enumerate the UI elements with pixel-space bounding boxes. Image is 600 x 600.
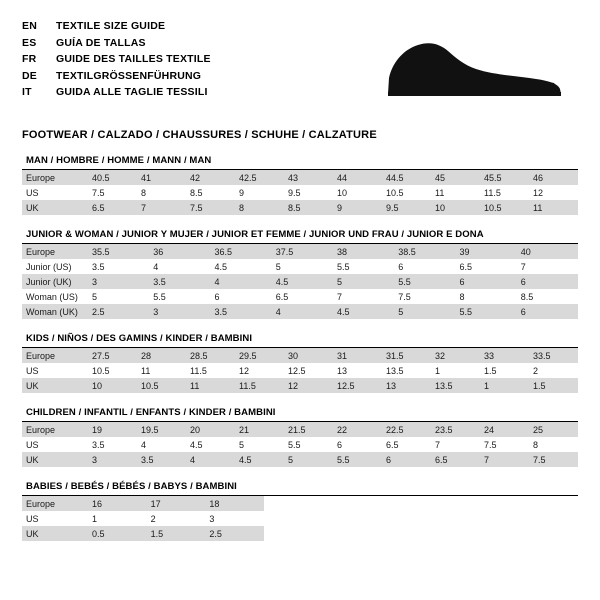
table-row bbox=[22, 496, 264, 511]
table-row bbox=[22, 526, 264, 541]
row-label: Woman (US) bbox=[26, 291, 78, 302]
group-title: MAN / HOMBRE / HOMME / MANN / MAN bbox=[22, 155, 578, 170]
cell: 43 bbox=[284, 170, 333, 185]
dress-shoe-icon bbox=[378, 34, 568, 104]
cell: 38.5 bbox=[394, 244, 455, 259]
size-group-children bbox=[22, 407, 578, 467]
cell: 17 bbox=[147, 496, 206, 511]
cell: 12.5 bbox=[333, 378, 382, 393]
group-title: KIDS / NIÑOS / DES GAMINS / KINDER / BAMBINI bbox=[22, 333, 578, 348]
cell: 7 bbox=[137, 200, 186, 215]
cell: 12.5 bbox=[288, 365, 306, 376]
cell: 6 bbox=[337, 439, 343, 450]
cell: 7 bbox=[337, 291, 343, 302]
cell: 9.5 bbox=[288, 187, 301, 198]
cell: 19.5 bbox=[137, 422, 186, 437]
size-group-man bbox=[22, 155, 578, 215]
cell: 44.5 bbox=[382, 170, 431, 185]
table-row bbox=[22, 289, 578, 304]
cell: 6.5 bbox=[275, 291, 289, 302]
language-row bbox=[22, 68, 211, 85]
table-row bbox=[22, 378, 578, 393]
size-table-kids bbox=[22, 348, 578, 393]
language-title: TEXTILE SIZE GUIDE bbox=[56, 20, 166, 32]
cell: 33.5 bbox=[529, 348, 578, 363]
cell: 3.5 bbox=[137, 452, 186, 467]
cell: 10 bbox=[88, 378, 137, 393]
cell: 46 bbox=[529, 170, 578, 185]
cell: 31.5 bbox=[382, 348, 431, 363]
cell: 4.5 bbox=[190, 439, 203, 450]
cell: 42.5 bbox=[235, 170, 284, 185]
cell: 2 bbox=[533, 365, 539, 376]
size-table-man bbox=[22, 170, 578, 215]
cell: 0.5 bbox=[88, 526, 147, 541]
cell: 5 bbox=[284, 452, 333, 467]
cell: 40.5 bbox=[88, 170, 137, 185]
cell: 5 bbox=[239, 439, 245, 450]
cell: 9 bbox=[333, 200, 382, 215]
row-label: US bbox=[26, 439, 39, 450]
size-table-body bbox=[22, 170, 578, 215]
row-label: UK bbox=[22, 526, 88, 541]
row-label: Europe bbox=[22, 348, 88, 363]
row-label: Junior (UK) bbox=[22, 274, 88, 289]
cell: 6 bbox=[214, 291, 220, 302]
cell: 6 bbox=[517, 274, 578, 289]
language-row bbox=[22, 35, 211, 52]
cell: 1 bbox=[92, 513, 98, 524]
language-title: GUIDA ALLE TAGLIE TESSILI bbox=[56, 86, 208, 98]
cell: 4.5 bbox=[214, 261, 228, 272]
cell: 1.5 bbox=[147, 526, 206, 541]
cell: 11.5 bbox=[190, 365, 207, 376]
cell: 25 bbox=[529, 422, 578, 437]
cell: 9.5 bbox=[382, 200, 431, 215]
cell: 5.5 bbox=[456, 304, 517, 319]
cell: 37.5 bbox=[272, 244, 333, 259]
language-title-list-body bbox=[22, 18, 211, 101]
cell: 2 bbox=[150, 513, 156, 524]
cell: 4.5 bbox=[333, 304, 394, 319]
size-table-junior-woman bbox=[22, 244, 578, 319]
cell: 6.5 bbox=[386, 439, 399, 450]
language-title: TEXTILGRÖSSENFÜHRUNG bbox=[56, 69, 202, 82]
cell: 3 bbox=[209, 513, 215, 524]
cell: 6.5 bbox=[88, 200, 137, 215]
cell: 40 bbox=[517, 244, 578, 259]
cell: 8 bbox=[533, 439, 539, 450]
cell: 11 bbox=[435, 187, 445, 198]
size-table-body bbox=[22, 496, 264, 541]
language-title: GUIDE DES TAILLES TEXTILE bbox=[56, 53, 211, 65]
cell: 18 bbox=[205, 496, 264, 511]
cell: 33 bbox=[480, 348, 529, 363]
table-row bbox=[22, 274, 578, 289]
cell: 7.5 bbox=[186, 200, 235, 215]
footwear-section-title: FOOTWEAR / CALZADO / CHAUSSURES / SCHUHE / CALZATURE bbox=[22, 129, 377, 141]
language-code: DE bbox=[22, 69, 37, 82]
cell: 10 bbox=[431, 200, 480, 215]
cell: 38 bbox=[333, 244, 394, 259]
cell: 10.5 bbox=[137, 378, 186, 393]
row-label: Europe bbox=[22, 422, 88, 437]
row-label: Europe bbox=[22, 244, 88, 259]
cell: 4 bbox=[141, 439, 147, 450]
cell: 6 bbox=[398, 261, 404, 272]
cell: 6 bbox=[382, 452, 431, 467]
cell: 3 bbox=[88, 274, 149, 289]
row-label: Europe bbox=[22, 170, 88, 185]
cell: 10 bbox=[337, 187, 348, 198]
cell: 4.5 bbox=[235, 452, 284, 467]
size-table-children bbox=[22, 422, 578, 467]
cell: 28.5 bbox=[186, 348, 235, 363]
cell: 11 bbox=[141, 365, 151, 376]
table-row bbox=[22, 200, 578, 215]
cell: 5 bbox=[333, 274, 394, 289]
document-header bbox=[22, 18, 578, 114]
cell: 3.5 bbox=[92, 439, 105, 450]
cell: 8 bbox=[141, 187, 147, 198]
cell: 6 bbox=[456, 274, 517, 289]
cell: 31 bbox=[333, 348, 382, 363]
cell: 30 bbox=[284, 348, 333, 363]
size-table-babies bbox=[22, 496, 264, 541]
cell: 5.5 bbox=[337, 261, 350, 272]
table-row bbox=[22, 259, 578, 274]
row-label: UK bbox=[22, 452, 88, 467]
cell: 13 bbox=[382, 378, 431, 393]
cell: 16 bbox=[88, 496, 147, 511]
language-code: ES bbox=[22, 36, 37, 49]
cell: 4 bbox=[272, 304, 333, 319]
cell: 2.5 bbox=[205, 526, 264, 541]
cell: 11.5 bbox=[484, 187, 501, 198]
cell: 19 bbox=[88, 422, 137, 437]
cell: 11 bbox=[529, 200, 578, 215]
cell: 5.5 bbox=[288, 439, 301, 450]
cell: 21.5 bbox=[284, 422, 333, 437]
size-group-babies bbox=[22, 481, 578, 541]
row-label: US bbox=[26, 513, 39, 524]
cell: 13.5 bbox=[431, 378, 480, 393]
cell: 28 bbox=[137, 348, 186, 363]
cell: 22 bbox=[333, 422, 382, 437]
cell: 6 bbox=[517, 304, 578, 319]
cell: 41 bbox=[137, 170, 186, 185]
cell: 8.5 bbox=[284, 200, 333, 215]
cell: 7.5 bbox=[92, 187, 105, 198]
cell: 45.5 bbox=[480, 170, 529, 185]
cell: 3.5 bbox=[149, 274, 210, 289]
row-label: Woman (UK) bbox=[22, 304, 88, 319]
language-row bbox=[22, 84, 211, 101]
cell: 5.5 bbox=[333, 452, 382, 467]
cell: 36.5 bbox=[211, 244, 272, 259]
size-table-body bbox=[22, 422, 578, 467]
cell: 27.5 bbox=[88, 348, 137, 363]
cell: 5 bbox=[275, 261, 281, 272]
table-row bbox=[22, 304, 578, 319]
cell: 24 bbox=[480, 422, 529, 437]
cell: 5.5 bbox=[153, 291, 166, 302]
cell: 4 bbox=[153, 261, 159, 272]
cell: 3.5 bbox=[211, 304, 272, 319]
cell: 20 bbox=[186, 422, 235, 437]
cell: 7 bbox=[435, 439, 441, 450]
group-title: CHILDREN / INFANTIL / ENFANTS / KINDER / BAMBINI bbox=[22, 407, 578, 422]
cell: 42 bbox=[186, 170, 235, 185]
cell: 29.5 bbox=[235, 348, 284, 363]
size-group-junior-woman bbox=[22, 229, 578, 319]
row-label: US bbox=[26, 187, 39, 198]
row-label: US bbox=[26, 365, 39, 376]
language-code: IT bbox=[22, 86, 32, 98]
table-row bbox=[22, 348, 578, 363]
language-title-list bbox=[22, 18, 211, 101]
row-label: Europe bbox=[22, 496, 88, 511]
cell: 5.5 bbox=[394, 274, 455, 289]
cell: 2.5 bbox=[88, 304, 149, 319]
cell: 23.5 bbox=[431, 422, 480, 437]
cell: 7.5 bbox=[529, 452, 578, 467]
table-row bbox=[22, 363, 578, 378]
cell: 12 bbox=[284, 378, 333, 393]
cell: 8.5 bbox=[190, 187, 203, 198]
cell: 7 bbox=[480, 452, 529, 467]
cell: 3 bbox=[88, 452, 137, 467]
cell: 4.5 bbox=[272, 274, 333, 289]
table-row bbox=[22, 452, 578, 467]
cell: 10.5 bbox=[386, 187, 404, 198]
cell: 4 bbox=[186, 452, 235, 467]
cell: 8 bbox=[459, 291, 465, 302]
cell: 22.5 bbox=[382, 422, 431, 437]
language-code: FR bbox=[22, 53, 37, 65]
cell: 11.5 bbox=[235, 378, 284, 393]
cell: 7.5 bbox=[484, 439, 497, 450]
size-table-body bbox=[22, 244, 578, 319]
cell: 10.5 bbox=[480, 200, 529, 215]
language-title: GUÍA DE TALLAS bbox=[56, 36, 146, 49]
cell: 6.5 bbox=[431, 452, 480, 467]
group-title: JUNIOR & WOMAN / JUNIOR Y MUJER / JUNIOR ET FEMME / JUNIOR UND FRAU / JUNIOR E DONA bbox=[22, 229, 578, 244]
cell: 6.5 bbox=[459, 261, 473, 272]
row-label: UK bbox=[22, 200, 88, 215]
cell: 3.5 bbox=[92, 261, 105, 272]
cell: 35.5 bbox=[88, 244, 149, 259]
cell: 4 bbox=[211, 274, 272, 289]
cell: 39 bbox=[456, 244, 517, 259]
cell: 3 bbox=[149, 304, 210, 319]
cell: 8.5 bbox=[520, 291, 534, 302]
cell: 8 bbox=[235, 200, 284, 215]
cell: 9 bbox=[239, 187, 245, 198]
language-row bbox=[22, 18, 211, 35]
cell: 45 bbox=[431, 170, 480, 185]
cell: 5 bbox=[394, 304, 455, 319]
cell: 13.5 bbox=[386, 365, 404, 376]
cell: 7.5 bbox=[398, 291, 411, 302]
cell: 1 bbox=[435, 365, 441, 376]
table-row bbox=[22, 422, 578, 437]
cell: 44 bbox=[333, 170, 382, 185]
table-row bbox=[22, 437, 578, 452]
table-row bbox=[22, 511, 264, 526]
cell: 1.5 bbox=[529, 378, 578, 393]
cell: 36 bbox=[149, 244, 210, 259]
row-label: Junior (US) bbox=[26, 261, 72, 272]
cell: 1 bbox=[480, 378, 529, 393]
cell: 13 bbox=[337, 365, 348, 376]
cell: 12 bbox=[239, 365, 250, 376]
table-row bbox=[22, 185, 578, 200]
cell: 1.5 bbox=[484, 365, 497, 376]
row-label: UK bbox=[22, 378, 88, 393]
language-row bbox=[22, 51, 211, 68]
cell: 7 bbox=[520, 261, 526, 272]
cell: 21 bbox=[235, 422, 284, 437]
cell: 10.5 bbox=[92, 365, 110, 376]
table-row bbox=[22, 244, 578, 259]
language-code: EN bbox=[22, 20, 37, 32]
cell: 12 bbox=[533, 187, 544, 198]
cell: 32 bbox=[431, 348, 480, 363]
cell: 11 bbox=[186, 378, 235, 393]
size-group-kids bbox=[22, 333, 578, 393]
group-title: BABIES / BEBÉS / BÉBÉS / BABYS / BAMBINI bbox=[22, 481, 578, 496]
cell: 5 bbox=[92, 291, 98, 302]
table-row bbox=[22, 170, 578, 185]
size-table-body bbox=[22, 348, 578, 393]
